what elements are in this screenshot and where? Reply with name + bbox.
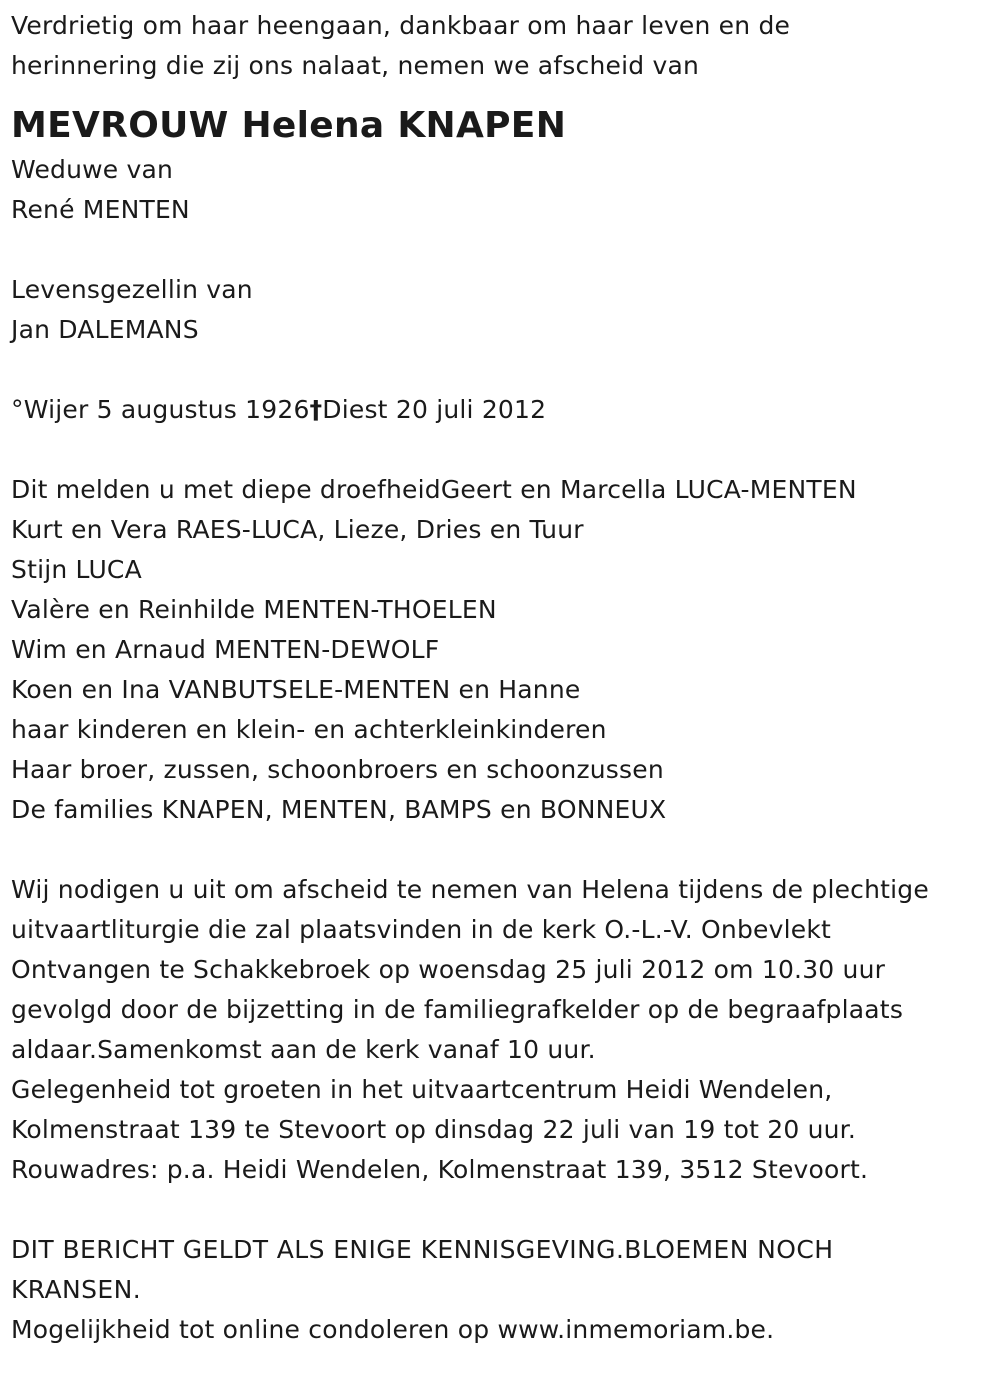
spouse-label: Weduwe van — [11, 155, 174, 184]
family-line: Haar broer, zussen, schoonbroers en schoonzussen — [11, 755, 664, 784]
family-line: Kurt en Vera RAES-LUCA, Lieze, Dries en Tuur — [11, 515, 584, 544]
notice-line: DIT BERICHT GELDT ALS ENIGE KENNISGEVING.BLOEMEN NOCH — [11, 1235, 834, 1264]
ceremony-line: uitvaartliturgie die zal plaatsvinden in de kerk O.-L.-V. Onbevlekt — [11, 915, 832, 944]
spacer — [11, 1190, 986, 1230]
family-line: Wim en Arnaud MENTEN-DEWOLF — [11, 635, 440, 664]
family-line: Valère en Reinhilde MENTEN-THOELEN — [11, 595, 497, 624]
ceremony-line: Gelegenheid tot groeten in het uitvaartcentrum Heidi Wendelen, — [11, 1075, 833, 1104]
intro-line-2: herinnering die zij ons nalaat, nemen we afscheid van — [11, 51, 700, 80]
cross-icon: † — [309, 395, 323, 424]
spacer — [11, 830, 986, 870]
ceremony-line: aldaar.Samenkomst aan de kerk vanaf 10 uur. — [11, 1035, 596, 1064]
family-line: Dit melden u met diepe droefheidGeert en Marcella LUCA-MENTEN — [11, 475, 857, 504]
intro-line-1: Verdrietig om haar heengaan, dankbaar om haar leven en de — [11, 11, 791, 40]
ceremony-line: gevolgd door de bijzetting in de familiegrafkelder op de begraafplaats — [11, 995, 904, 1024]
ceremony-line: Rouwadres: p.a. Heidi Wendelen, Kolmenstraat 139, 3512 Stevoort. — [11, 1155, 869, 1184]
life-dates — [11, 390, 986, 430]
online-condolence-line: Mogelijkheid tot online condoleren op www.inmemoriam.be. — [11, 1315, 775, 1344]
spacer — [11, 350, 986, 390]
spouse-name: René MENTEN — [11, 195, 190, 224]
ceremony-line: Wij nodigen u uit om afscheid te nemen van Helena tijdens de plechtige — [11, 875, 929, 904]
obituary-notice — [11, 6, 986, 1350]
notice-line: KRANSEN. — [11, 1275, 142, 1304]
spacer — [11, 230, 986, 270]
partner-label: Levensgezellin van — [11, 275, 253, 304]
ceremony-line: Ontvangen te Schakkebroek op woensdag 25 juli 2012 om 10.30 uur — [11, 955, 886, 984]
spacer — [11, 430, 986, 470]
family-line: haar kinderen en klein- en achterkleinkinderen — [11, 715, 607, 744]
family-line: Koen en Ina VANBUTSELE-MENTEN en Hanne — [11, 675, 581, 704]
death-date: Diest 20 juli 2012 — [322, 395, 547, 424]
ceremony-line: Kolmenstraat 139 te Stevoort op dinsdag 22 juli van 19 tot 20 uur. — [11, 1115, 856, 1144]
birth-symbol: ° — [11, 395, 24, 424]
family-line: Stijn LUCA — [11, 555, 142, 584]
family-line: De families KNAPEN, MENTEN, BAMPS en BONNEUX — [11, 795, 667, 824]
deceased-name: MEVROUW Helena KNAPEN — [11, 105, 567, 146]
partner-name: Jan DALEMANS — [11, 315, 199, 344]
birth-date: Wijer 5 augustus 1926 — [23, 395, 310, 424]
